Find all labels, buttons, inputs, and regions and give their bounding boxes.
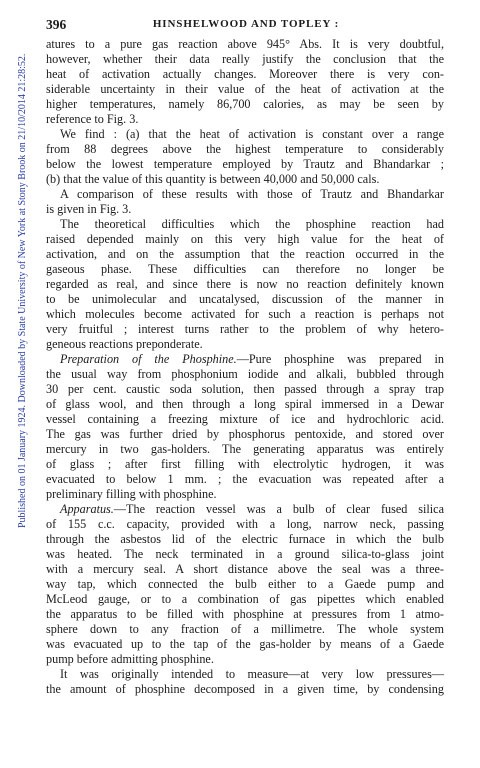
text-line: gaseous phase. These difficulties can therefore no longer be	[46, 262, 444, 276]
text-line: McLeod gauge, or to a combination of gas pipettes which enabled	[46, 592, 444, 606]
running-head	[46, 17, 446, 33]
text-line: the amount of phosphine decomposed in a given time, by condensing	[46, 682, 444, 696]
text-line: was evacuated up to the tap of the gas-holder by means of a Gaede	[46, 637, 444, 651]
section-heading-preparation: Preparation of the Phosphine.	[60, 352, 237, 366]
text-line: which molecules become activated for such a reaction is perhaps not	[46, 307, 444, 321]
text-line: higher temperatures, namely 86,700 calories, as may be seen by	[46, 97, 444, 111]
text-line: the apparatus to be filled with phosphine at pressures from 1 atmo-	[46, 607, 444, 621]
text-line: We find : (a) that the heat of activation is constant over a range	[60, 127, 444, 141]
text-line: It was originally intended to measure—at very low pressures—	[60, 667, 444, 681]
text-line: very fruitful ; interest turns rather to the problem of why hetero-	[46, 322, 444, 336]
text-line: the usual way from phosphonium iodide and alkali, bubbled through	[46, 367, 444, 381]
text-line: A comparison of these results with those of Trautz and Bhandarkar	[60, 187, 444, 201]
text-line: however, whether their data really justify the conclusion that the	[46, 52, 444, 66]
text-line: with a mercury seal. A short distance above the seal was a three-	[46, 562, 444, 576]
text-line: is given in Fig. 3.	[46, 202, 132, 216]
text-line: through the asbestos lid of the electric furnace in which the bulb	[46, 532, 444, 546]
text-line: pump before admitting phosphine.	[46, 652, 214, 666]
text-line: mercury in two gas-holders. The generating apparatus was entirely	[46, 442, 444, 456]
text-line: way tap, which connected the bulb either to a Gaede pump and	[46, 577, 444, 591]
page-number: 396	[46, 17, 67, 32]
text-line: from 88 degrees above the highest temperature to considerably	[46, 142, 444, 156]
article-body	[46, 37, 444, 697]
margin-note-text: Published on 01 January 1924. Downloaded by State University of New York at Stony Brook on 21/10/2014 21:28:52.	[17, 53, 28, 528]
section-heading-apparatus: Apparatus.	[60, 502, 114, 516]
text-line: sphere down to any fraction of a millimetre. The whole system	[46, 622, 444, 636]
download-margin-note	[6, 8, 28, 528]
section-line-preparation	[46, 352, 444, 367]
text-line: reference to Fig. 3.	[46, 112, 139, 126]
text-line: geneous reactions preponderate.	[46, 337, 203, 351]
text-line: of 155 c.c. capacity, provided with a long, narrow neck, passing	[46, 517, 444, 531]
text-line: raised depended mainly on this very high value for the heat of	[46, 232, 444, 246]
text-line: of glass wool, and then through a long spiral immersed in a Dewar	[46, 397, 444, 411]
text-line: activation, and on the assumption that the reaction occurred in the	[46, 247, 444, 261]
text-line: 30 per cent. caustic soda solution, then passed through a spray trap	[46, 382, 444, 396]
text-line: atures to a pure gas reaction above 945° Abs. It is very doubtful,	[46, 37, 444, 51]
running-title: HINSHELWOOD AND TOPLEY :	[152, 18, 340, 30]
text-line: to be unimolecular and uncatalysed, discussion of the manner in	[46, 292, 444, 306]
section-line-apparatus	[46, 502, 444, 517]
text-run: —Pure phosphine was prepared in	[236, 352, 444, 366]
text-line: of glass ; after first filling with electrolytic hydrogen, it was	[46, 457, 444, 471]
text-line: heat of activation actually changes. Moreover there is very con-	[46, 67, 444, 81]
text-line: The gas was further dried by phosphorus pentoxide, and stored over	[46, 427, 444, 441]
text-line: evacuated to below 1 mm. ; the evacuation was repeated after a	[46, 472, 444, 486]
text-line: (b) that the value of this quantity is between 40,000 and 50,000 cals.	[46, 172, 380, 186]
text-line: preliminary filling with phosphine.	[46, 487, 217, 501]
text-line: below the lowest temperature employed by Trautz and Bhandarkar ;	[46, 157, 444, 171]
text-run: —The reaction vessel was a bulb of clear fused silica	[113, 502, 444, 516]
text-line: was heated. The neck terminated in a ground silica-to-glass joint	[46, 547, 444, 561]
text-line: regarded as real, and since there is now no reaction definitely known	[46, 277, 444, 291]
text-line: The theoretical difficulties which the phosphine reaction had	[60, 217, 444, 231]
text-line: vessel containing a freezing mixture of ice and hydrochloric acid.	[46, 412, 444, 426]
text-line: siderable uncertainty in their value of the heat of activation at the	[46, 82, 444, 96]
